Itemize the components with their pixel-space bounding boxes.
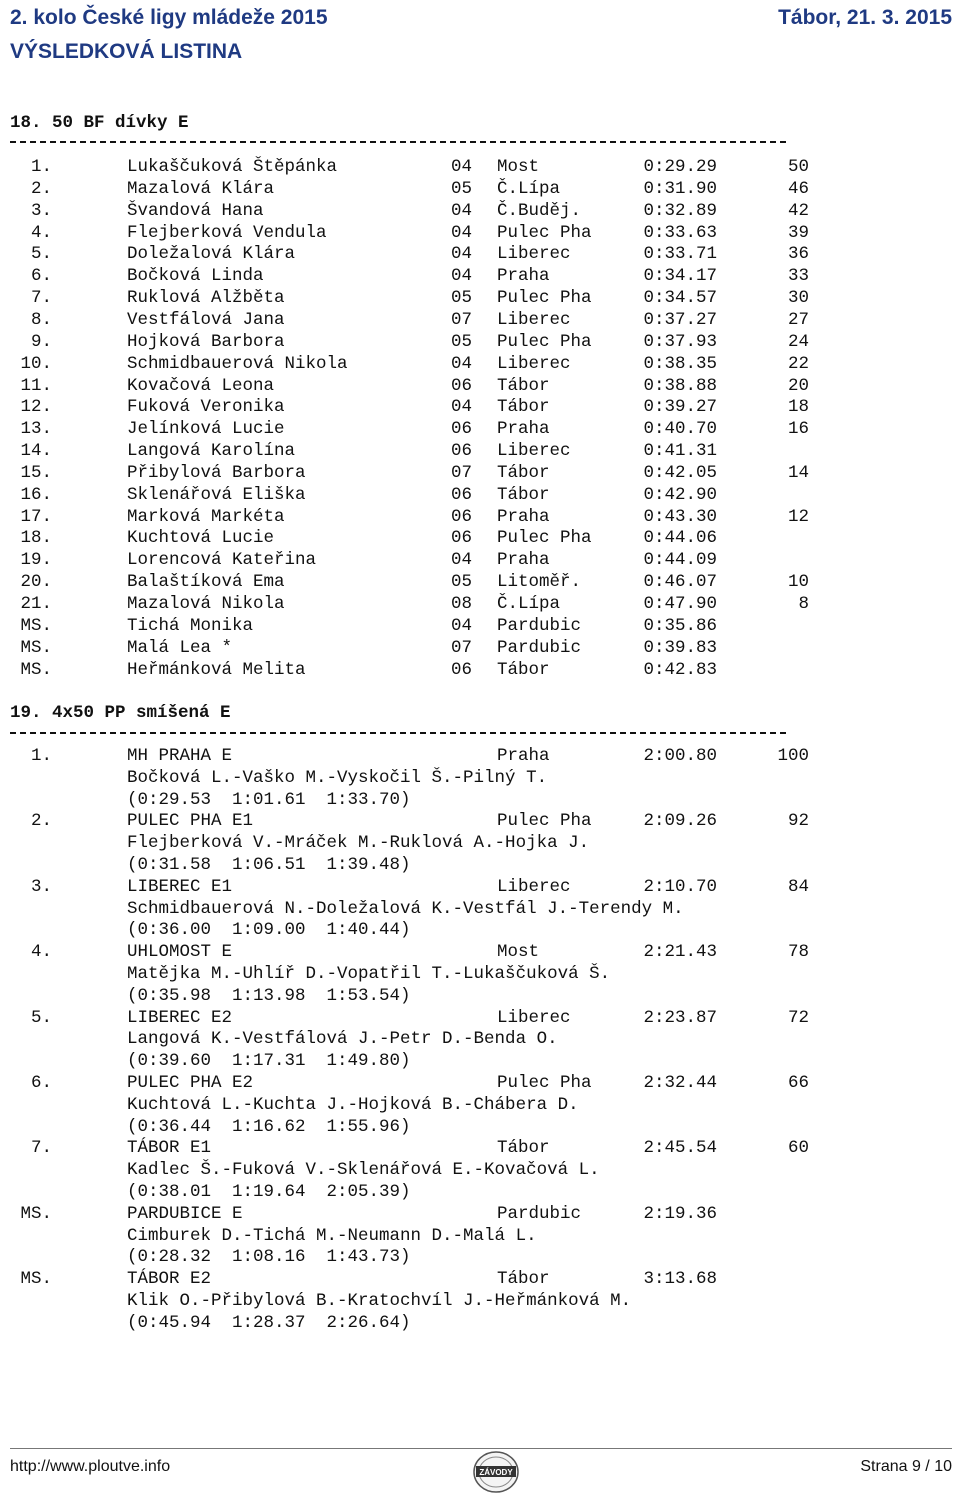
year-cell: 04 <box>451 615 473 636</box>
table-row <box>0 266 960 288</box>
rank-cell: 19. <box>20 550 52 571</box>
splits-cell: (0:35.98 1:13.98 1:53.54) <box>127 985 411 1006</box>
relay-team-row <box>0 1269 960 1291</box>
time-cell: 0:37.93 <box>643 331 717 352</box>
splits-cell: (0:38.01 1:19.64 2:05.39) <box>127 1182 411 1202</box>
swimmers-cell: Langová K.-Vestfálová J.-Petr D.-Benda O. <box>127 1029 558 1050</box>
rank-cell: 1. <box>30 157 52 177</box>
rank-cell: 5. <box>30 1007 52 1028</box>
club-cell: Liberec <box>497 876 571 897</box>
year-cell: 04 <box>451 200 473 221</box>
name-cell: Balaštíková Ema <box>127 572 285 593</box>
event-18-title: 18. 50 BF dívky E <box>10 113 189 133</box>
points-cell: 42 <box>787 200 809 221</box>
points-cell: 10 <box>787 572 809 593</box>
rank-cell: MS. <box>20 659 52 680</box>
name-cell: Malá Lea * <box>127 637 233 658</box>
time-cell: 0:39.83 <box>643 637 717 658</box>
club-cell: Liberec <box>497 309 571 330</box>
time-cell: 0:40.70 <box>643 419 717 440</box>
year-cell: 04 <box>451 222 473 243</box>
name-cell: Langová Karolína <box>127 441 296 462</box>
rank-cell: MS. <box>20 637 52 658</box>
year-cell: 07 <box>451 462 473 483</box>
name-cell: Sklenářová Eliška <box>127 484 306 505</box>
table-row <box>0 288 960 310</box>
relay-team-row <box>0 1008 960 1030</box>
time-cell: 0:42.05 <box>643 462 717 483</box>
table-row <box>0 354 960 376</box>
team-cell: PARDUBICE E <box>127 1203 243 1224</box>
year-cell: 04 <box>451 550 473 571</box>
rank-cell: 13. <box>20 419 52 440</box>
time-cell: 2:45.54 <box>643 1138 717 1159</box>
rank-cell: 9. <box>30 331 52 352</box>
year-cell: 05 <box>451 572 473 593</box>
points-cell: 66 <box>787 1073 809 1093</box>
relay-swimmers-row <box>0 1226 960 1248</box>
rank-cell: 7. <box>30 1138 52 1159</box>
logo-text: ZÁVODY <box>479 1468 513 1477</box>
year-cell: 08 <box>451 594 473 614</box>
name-cell: Kovačová Leona <box>127 375 275 396</box>
time-cell: 0:42.90 <box>643 484 717 505</box>
time-cell: 0:29.29 <box>643 157 717 177</box>
club-cell: Pulec Pha <box>497 288 592 309</box>
name-cell: Hojková Barbora <box>127 331 285 352</box>
points-cell: 33 <box>787 266 809 287</box>
rank-cell: MS. <box>20 615 52 636</box>
relay-splits-row <box>0 790 960 812</box>
footer-url[interactable]: http://www.ploutve.info <box>10 1458 171 1475</box>
year-cell: 06 <box>451 528 473 549</box>
relay-swimmers-row <box>0 964 960 986</box>
splits-cell: (0:39.60 1:17.31 1:49.80) <box>127 1051 411 1072</box>
team-cell: UHLOMOST E <box>127 942 233 963</box>
team-cell: PULEC PHA E1 <box>127 811 254 832</box>
club-cell: Praha <box>497 506 550 527</box>
rank-cell: 5. <box>30 244 52 265</box>
club-cell: Tábor <box>497 484 550 505</box>
club-cell: Pulec Pha <box>497 528 592 549</box>
relay-splits-row <box>0 1313 960 1335</box>
club-cell: Pardubic <box>497 1203 582 1224</box>
points-cell: 92 <box>787 811 809 832</box>
rank-cell: 21. <box>20 594 52 614</box>
table-row <box>0 550 960 572</box>
rank-cell: 14. <box>20 441 52 462</box>
year-cell: 05 <box>451 288 473 309</box>
rank-cell: 2. <box>30 811 52 832</box>
club-cell: Pulec Pha <box>497 1073 592 1093</box>
name-cell: Fuková Veronika <box>127 397 285 418</box>
table-row <box>0 463 960 485</box>
time-cell: 0:35.86 <box>643 615 717 636</box>
relay-splits-row <box>0 920 960 942</box>
table-row <box>0 376 960 398</box>
club-cell: Č.Lípa <box>497 594 561 614</box>
club-cell: Tábor <box>497 659 550 680</box>
place-date: Tábor, 21. 3. 2015 <box>778 6 952 29</box>
table-row <box>0 397 960 419</box>
club-cell: Tábor <box>497 1138 550 1159</box>
table-row <box>0 485 960 507</box>
relay-team-row <box>0 877 960 899</box>
year-cell: 04 <box>451 397 473 418</box>
table-row <box>0 244 960 266</box>
page-subtitle: VÝSLEDKOVÁ LISTINA <box>10 40 243 63</box>
time-cell: 0:31.90 <box>643 178 717 199</box>
swimmers-cell: Schmidbauerová N.-Doležalová K.-Vestfál J.-Terendy M. <box>127 898 684 919</box>
club-cell: Liberec <box>497 244 571 265</box>
table-row <box>0 528 960 550</box>
name-cell: Přibylová Barbora <box>127 462 306 483</box>
swimmers-cell: Kadlec Š.-Fuková V.-Sklenářová E.-Kovačová L. <box>127 1160 600 1181</box>
name-cell: Mazalová Klára <box>127 178 275 199</box>
relay-swimmers-row <box>0 833 960 855</box>
relay-swimmers-row <box>0 1095 960 1117</box>
table-row <box>0 616 960 638</box>
time-cell: 0:46.07 <box>643 572 717 593</box>
club-cell: Litoměř. <box>497 572 582 593</box>
rank-cell: 10. <box>20 353 52 374</box>
splits-cell: (0:36.00 1:09.00 1:40.44) <box>127 920 411 941</box>
relay-team-row <box>0 811 960 833</box>
swimmers-cell: Matějka M.-Uhlíř D.-Vopatřil T.-Lukaščuková Š. <box>127 964 611 984</box>
name-cell: Flejberková Vendula <box>127 222 327 243</box>
club-cell: Most <box>497 157 540 177</box>
year-cell: 07 <box>451 309 473 330</box>
rank-cell: 18. <box>20 528 52 549</box>
relay-team-row <box>0 746 960 768</box>
points-cell: 36 <box>787 244 809 265</box>
splits-cell: (0:28.32 1:08.16 1:43.73) <box>127 1247 411 1268</box>
club-cell: Tábor <box>497 462 550 483</box>
team-cell: TÁBOR E2 <box>127 1269 212 1290</box>
relay-splits-row <box>0 1117 960 1139</box>
points-cell: 46 <box>787 178 809 199</box>
name-cell: Švandová Hana <box>127 200 264 221</box>
table-row <box>0 441 960 463</box>
table-row <box>0 223 960 245</box>
rank-cell: 12. <box>20 397 52 418</box>
points-cell: 100 <box>777 746 809 766</box>
points-cell: 60 <box>787 1138 809 1159</box>
year-cell: 05 <box>451 331 473 352</box>
rank-cell: MS. <box>20 1203 52 1224</box>
time-cell: 3:13.68 <box>643 1269 717 1290</box>
team-cell: PULEC PHA E2 <box>127 1073 254 1093</box>
time-cell: 0:42.83 <box>643 659 717 680</box>
points-cell: 78 <box>787 942 809 963</box>
time-cell: 0:34.57 <box>643 288 717 309</box>
time-cell: 0:38.35 <box>643 353 717 374</box>
table-row <box>0 419 960 441</box>
club-cell: Liberec <box>497 1007 571 1028</box>
swimmers-cell: Kuchtová L.-Kuchta J.-Hojková B.-Chábera D. <box>127 1094 579 1115</box>
relay-swimmers-row <box>0 768 960 790</box>
year-cell: 04 <box>451 157 473 177</box>
time-cell: 2:23.87 <box>643 1007 717 1028</box>
points-cell: 24 <box>787 331 809 352</box>
rank-cell: 3. <box>30 200 52 221</box>
points-cell: 30 <box>787 288 809 309</box>
table-row <box>0 179 960 201</box>
club-cell: Č.Lípa <box>497 178 561 199</box>
club-cell: Č.Buděj. <box>497 200 582 221</box>
rank-cell: 4. <box>30 222 52 243</box>
year-cell: 06 <box>451 375 473 396</box>
time-cell: 0:33.63 <box>643 222 717 243</box>
table-row <box>0 660 960 682</box>
rank-cell: MS. <box>20 1269 52 1290</box>
time-cell: 0:39.27 <box>643 397 717 418</box>
rank-cell: 11. <box>20 375 52 396</box>
club-cell: Pardubic <box>497 615 582 636</box>
splits-cell: (0:45.94 1:28.37 2:26.64) <box>127 1312 411 1333</box>
rank-cell: 6. <box>30 266 52 287</box>
club-cell: Pardubic <box>497 637 582 658</box>
time-cell: 0:32.89 <box>643 200 717 221</box>
club-cell: Tábor <box>497 375 550 396</box>
year-cell: 04 <box>451 266 473 287</box>
time-cell: 0:41.31 <box>643 441 717 462</box>
relay-splits-row <box>0 1247 960 1269</box>
relay-swimmers-row <box>0 1029 960 1051</box>
name-cell: Tichá Monika <box>127 615 254 636</box>
club-cell: Most <box>497 942 540 963</box>
points-cell: 72 <box>787 1007 809 1028</box>
splits-cell: (0:31.58 1:06.51 1:39.48) <box>127 855 411 875</box>
relay-splits-row <box>0 1051 960 1073</box>
points-cell: 50 <box>787 157 809 177</box>
team-cell: LIBEREC E2 <box>127 1007 233 1028</box>
year-cell: 04 <box>451 353 473 374</box>
points-cell: 18 <box>787 397 809 418</box>
time-cell: 2:10.70 <box>643 876 717 897</box>
name-cell: Kuchtová Lucie <box>127 528 275 549</box>
splits-cell: (0:29.53 1:01.61 1:33.70) <box>127 789 411 810</box>
page-number: Strana 9 / 10 <box>860 1458 952 1475</box>
rank-cell: 15. <box>20 462 52 483</box>
team-cell: MH PRAHA E <box>127 746 233 766</box>
team-cell: TÁBOR E1 <box>127 1138 212 1159</box>
time-cell: 2:21.43 <box>643 942 717 963</box>
club-cell: Tábor <box>497 1269 550 1290</box>
name-cell: Ruklová Alžběta <box>127 288 285 309</box>
club-cell: Liberec <box>497 353 571 374</box>
club-cell: Praha <box>497 550 550 571</box>
year-cell: 06 <box>451 484 473 505</box>
time-cell: 0:44.09 <box>643 550 717 571</box>
points-cell: 22 <box>787 353 809 374</box>
table-row <box>0 332 960 354</box>
relay-swimmers-row <box>0 899 960 921</box>
table-row <box>0 201 960 223</box>
relay-swimmers-row <box>0 1291 960 1313</box>
rank-cell: 1. <box>30 746 52 766</box>
table-row <box>0 594 960 616</box>
time-cell: 2:00.80 <box>643 746 717 766</box>
time-cell: 0:47.90 <box>643 594 717 614</box>
swimmers-cell: Flejberková V.-Mráček M.-Ruklová A.-Hojka J. <box>127 833 590 854</box>
swimmers-cell: Bočková L.-Vaško M.-Vyskočil Š.-Pilný T. <box>127 767 548 788</box>
club-cell: Pulec Pha <box>497 331 592 352</box>
points-cell: 39 <box>787 222 809 243</box>
points-cell: 20 <box>787 375 809 396</box>
relay-team-row <box>0 942 960 964</box>
name-cell: Jelínková Lucie <box>127 419 285 440</box>
club-cell: Tábor <box>497 397 550 418</box>
year-cell: 04 <box>451 244 473 265</box>
year-cell: 06 <box>451 506 473 527</box>
name-cell: Doležalová Klára <box>127 244 296 265</box>
time-cell: 2:09.26 <box>643 811 717 832</box>
rank-cell: 16. <box>20 484 52 505</box>
points-cell: 8 <box>798 594 809 614</box>
time-cell: 2:32.44 <box>643 1073 717 1093</box>
logo-icon <box>470 1449 522 1495</box>
relay-team-row <box>0 1073 960 1095</box>
name-cell: Lukaščuková Štěpánka <box>127 157 338 177</box>
name-cell: Marková Markéta <box>127 506 285 527</box>
table-row <box>0 507 960 529</box>
club-cell: Praha <box>497 746 550 766</box>
table-row <box>0 157 960 179</box>
name-cell: Vestfálová Jana <box>127 309 285 330</box>
relay-team-row <box>0 1204 960 1226</box>
relay-swimmers-row <box>0 1160 960 1182</box>
time-cell: 0:33.71 <box>643 244 717 265</box>
rank-cell: 3. <box>30 876 52 897</box>
relay-team-row <box>0 1138 960 1160</box>
points-cell: 16 <box>787 419 809 440</box>
rank-cell: 17. <box>20 506 52 527</box>
time-cell: 2:19.36 <box>643 1203 717 1224</box>
year-cell: 07 <box>451 637 473 658</box>
club-cell: Pulec Pha <box>497 222 592 243</box>
year-cell: 06 <box>451 419 473 440</box>
year-cell: 05 <box>451 178 473 199</box>
table-row <box>0 638 960 660</box>
club-cell: Pulec Pha <box>497 811 592 832</box>
swimmers-cell: Cimburek D.-Tichá M.-Neumann D.-Malá L. <box>127 1225 537 1246</box>
name-cell: Heřmánková Melita <box>127 659 306 680</box>
relay-splits-row <box>0 855 960 877</box>
club-cell: Praha <box>497 419 550 440</box>
rank-cell: 7. <box>30 288 52 309</box>
rank-cell: 2. <box>30 178 52 199</box>
points-cell: 27 <box>787 309 809 330</box>
rank-cell: 8. <box>30 309 52 330</box>
points-cell: 12 <box>787 506 809 527</box>
name-cell: Schmidbauerová Nikola <box>127 353 348 374</box>
time-cell: 0:37.27 <box>643 309 717 330</box>
time-cell: 0:44.06 <box>643 528 717 549</box>
name-cell: Lorencová Kateřina <box>127 550 317 571</box>
rank-cell: 4. <box>30 942 52 963</box>
table-row <box>0 310 960 332</box>
page-title: 2. kolo České ligy mládeže 2015 <box>10 6 328 29</box>
relay-splits-row <box>0 1182 960 1204</box>
rank-cell: 6. <box>30 1073 52 1093</box>
swimmers-cell: Klik O.-Přibylová B.-Kratochvíl J.-Heřmánková M. <box>127 1291 632 1311</box>
club-cell: Liberec <box>497 441 571 462</box>
name-cell: Mazalová Nikola <box>127 594 285 614</box>
table-row <box>0 572 960 594</box>
team-cell: LIBEREC E1 <box>127 876 233 897</box>
time-cell: 0:38.88 <box>643 375 717 396</box>
rank-cell: 20. <box>20 572 52 593</box>
points-cell: 14 <box>787 462 809 483</box>
time-cell: 0:43.30 <box>643 506 717 527</box>
year-cell: 06 <box>451 441 473 462</box>
time-cell: 0:34.17 <box>643 266 717 287</box>
name-cell: Bočková Linda <box>127 266 264 287</box>
club-cell: Praha <box>497 266 550 287</box>
divider <box>10 141 786 143</box>
event-19-title: 19. 4x50 PP smíšená E <box>10 703 231 723</box>
year-cell: 06 <box>451 659 473 680</box>
splits-cell: (0:36.44 1:16.62 1:55.96) <box>127 1116 411 1137</box>
points-cell: 84 <box>787 876 809 897</box>
divider <box>10 732 786 734</box>
relay-splits-row <box>0 986 960 1008</box>
